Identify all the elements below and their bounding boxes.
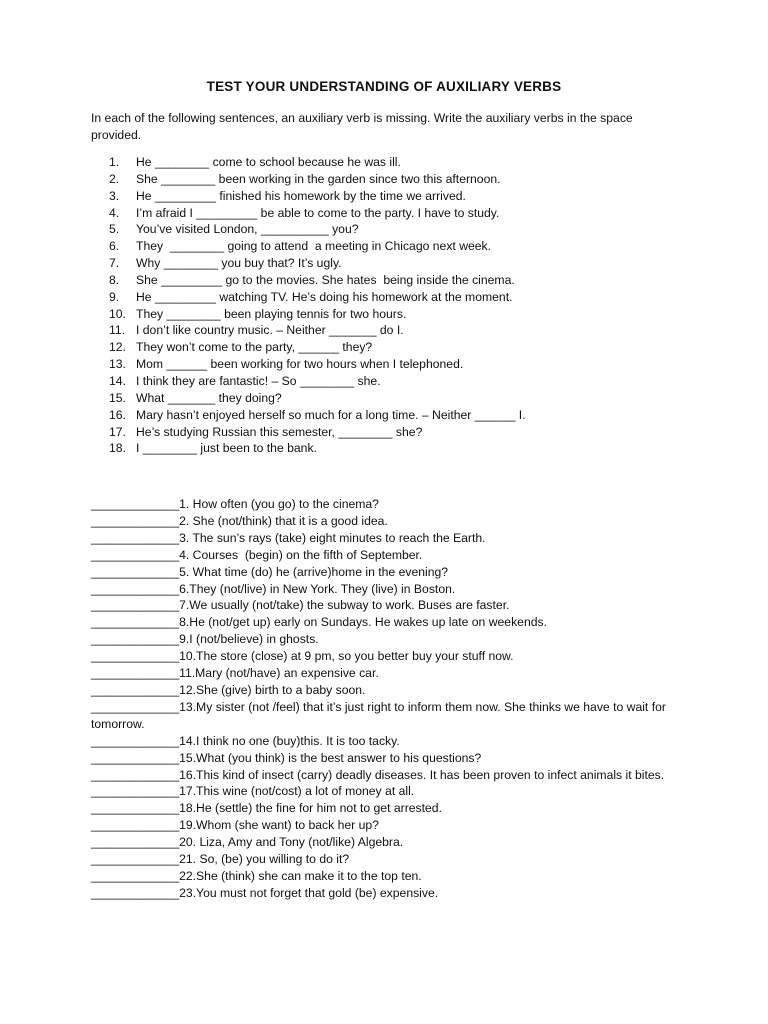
item-text: They won’t come to the party, ______ they?	[136, 340, 373, 355]
item-number: 15.	[109, 390, 126, 405]
item-number: 14.	[109, 373, 126, 388]
part2-item: _____________23.You must not forget that gold (be) expensive.	[91, 885, 439, 900]
part2-item: _____________21. So, (be) you willing to do it?	[91, 852, 350, 867]
item-number: 1.	[109, 155, 120, 169]
item-text: He ________ come to school because he was ill.	[136, 155, 401, 169]
item-text: I ________ just been to the bank.	[136, 441, 317, 456]
item-text: I’m afraid I _________ be able to come to the party. I have to study.	[136, 205, 500, 220]
part2-item: _____________20. Liza, Amy and Tony (not/like) Algebra.	[91, 835, 404, 850]
item-text: Why ________ you buy that? It’s ugly.	[136, 256, 342, 271]
item-text: I think they are fantastic! – So ________ she.	[136, 373, 381, 388]
part2-item: _____________19.Whom (she want) to back her up?	[91, 818, 379, 833]
part2-item: _____________14.I think no one (buy)this. It is too tacky.	[91, 733, 400, 748]
part2-item: _____________3. The sun’s rays (take) eight minutes to reach the Earth.	[91, 530, 486, 545]
item-text: He _________ finished his homework by the time we arrived.	[136, 188, 466, 203]
item-text: I don’t like country music. – Neither _______ do I.	[136, 323, 404, 338]
item-number: 9.	[109, 289, 120, 304]
item-number: 8.	[109, 272, 120, 287]
item-text: They ________ been playing tennis for two hours.	[136, 306, 407, 321]
item-number: 6.	[109, 239, 120, 254]
part2-item: _____________4. Courses (begin) on the fifth of September.	[91, 547, 423, 562]
item-text: You’ve visited London, __________ you?	[136, 222, 359, 237]
instructions: In each of the following sentences, an auxiliary verb is missing. Write the auxiliary verbs in the space provided.	[91, 111, 633, 142]
part2-item: _____________2. She (not/think) that it is a good idea.	[91, 513, 388, 528]
item-number: 2.	[109, 171, 120, 186]
item-number: 7.	[109, 256, 120, 271]
part2-item: _____________6.They (not/live) in New York. They (live) in Boston.	[91, 581, 456, 596]
part2-item: _____________11.Mary (not/have) an expensive car.	[91, 666, 379, 681]
item-number: 16.	[109, 407, 126, 422]
part2-item: _____________15.What (you think) is the best answer to his questions?	[91, 750, 482, 765]
part2-item: _____________9.I (not/believe) in ghosts.	[91, 632, 319, 647]
part2-list	[91, 496, 691, 902]
part2-item: _____________10.The store (close) at 9 pm, so you better buy your stuff now.	[91, 649, 514, 664]
part2-item: _____________13.My sister (not /feel) that it’s just right to inform them now. She thinks we have to wait for tomorrow.	[91, 699, 670, 731]
part2-item: _____________22.She (think) she can make it to the top ten.	[91, 868, 422, 883]
part2-item: _____________17.This wine (not/cost) a lot of money at all.	[91, 784, 415, 799]
item-number: 12.	[109, 340, 126, 355]
item-number: 5.	[109, 222, 120, 237]
item-text: He’s studying Russian this semester, ________ she?	[136, 424, 423, 439]
item-text: She ________ been working in the garden since two this afternoon.	[136, 171, 501, 186]
part2-item: _____________7.We usually (not/take) the subway to work. Buses are faster.	[91, 598, 510, 613]
item-text: Mary hasn’t enjoyed herself so much for a long time. – Neither ______ I.	[136, 407, 526, 422]
item-text: Mom ______ been working for two hours when I telephoned.	[136, 357, 464, 372]
item-number: 18.	[109, 441, 126, 456]
item-number: 10.	[109, 306, 126, 321]
item-text: What _______ they doing?	[136, 390, 282, 405]
part2-item: _____________1. How often (you go) to the cinema?	[91, 497, 379, 511]
part2-item: _____________18.He (settle) the fine for him not to get arrested.	[91, 801, 442, 816]
part2-item: _____________5. What time (do) he (arrive)home in the evening?	[91, 564, 449, 579]
item-text: They ________ going to attend a meeting in Chicago next week.	[136, 239, 492, 254]
part2-item: _____________16.This kind of insect (carry) deadly diseases. It has been proven to infect animals it bites.	[91, 767, 665, 782]
part2-item: _____________8.He (not/get up) early on Sundays. He wakes up late on weekends.	[91, 615, 547, 630]
item-number: 4.	[109, 205, 120, 220]
item-text: She _________ go to the movies. She hates being inside the cinema.	[136, 272, 515, 287]
item-number: 11.	[109, 323, 126, 338]
item-number: 17.	[109, 424, 126, 439]
page-title: TEST YOUR UNDERSTANDING OF AUXILIARY VERBS	[206, 79, 562, 94]
item-number: 3.	[109, 188, 120, 203]
part2-item: _____________12.She (give) birth to a baby soon.	[91, 682, 366, 697]
item-text: He _________ watching TV. He’s doing his homework at the moment.	[136, 289, 513, 304]
item-number: 13.	[109, 357, 126, 372]
